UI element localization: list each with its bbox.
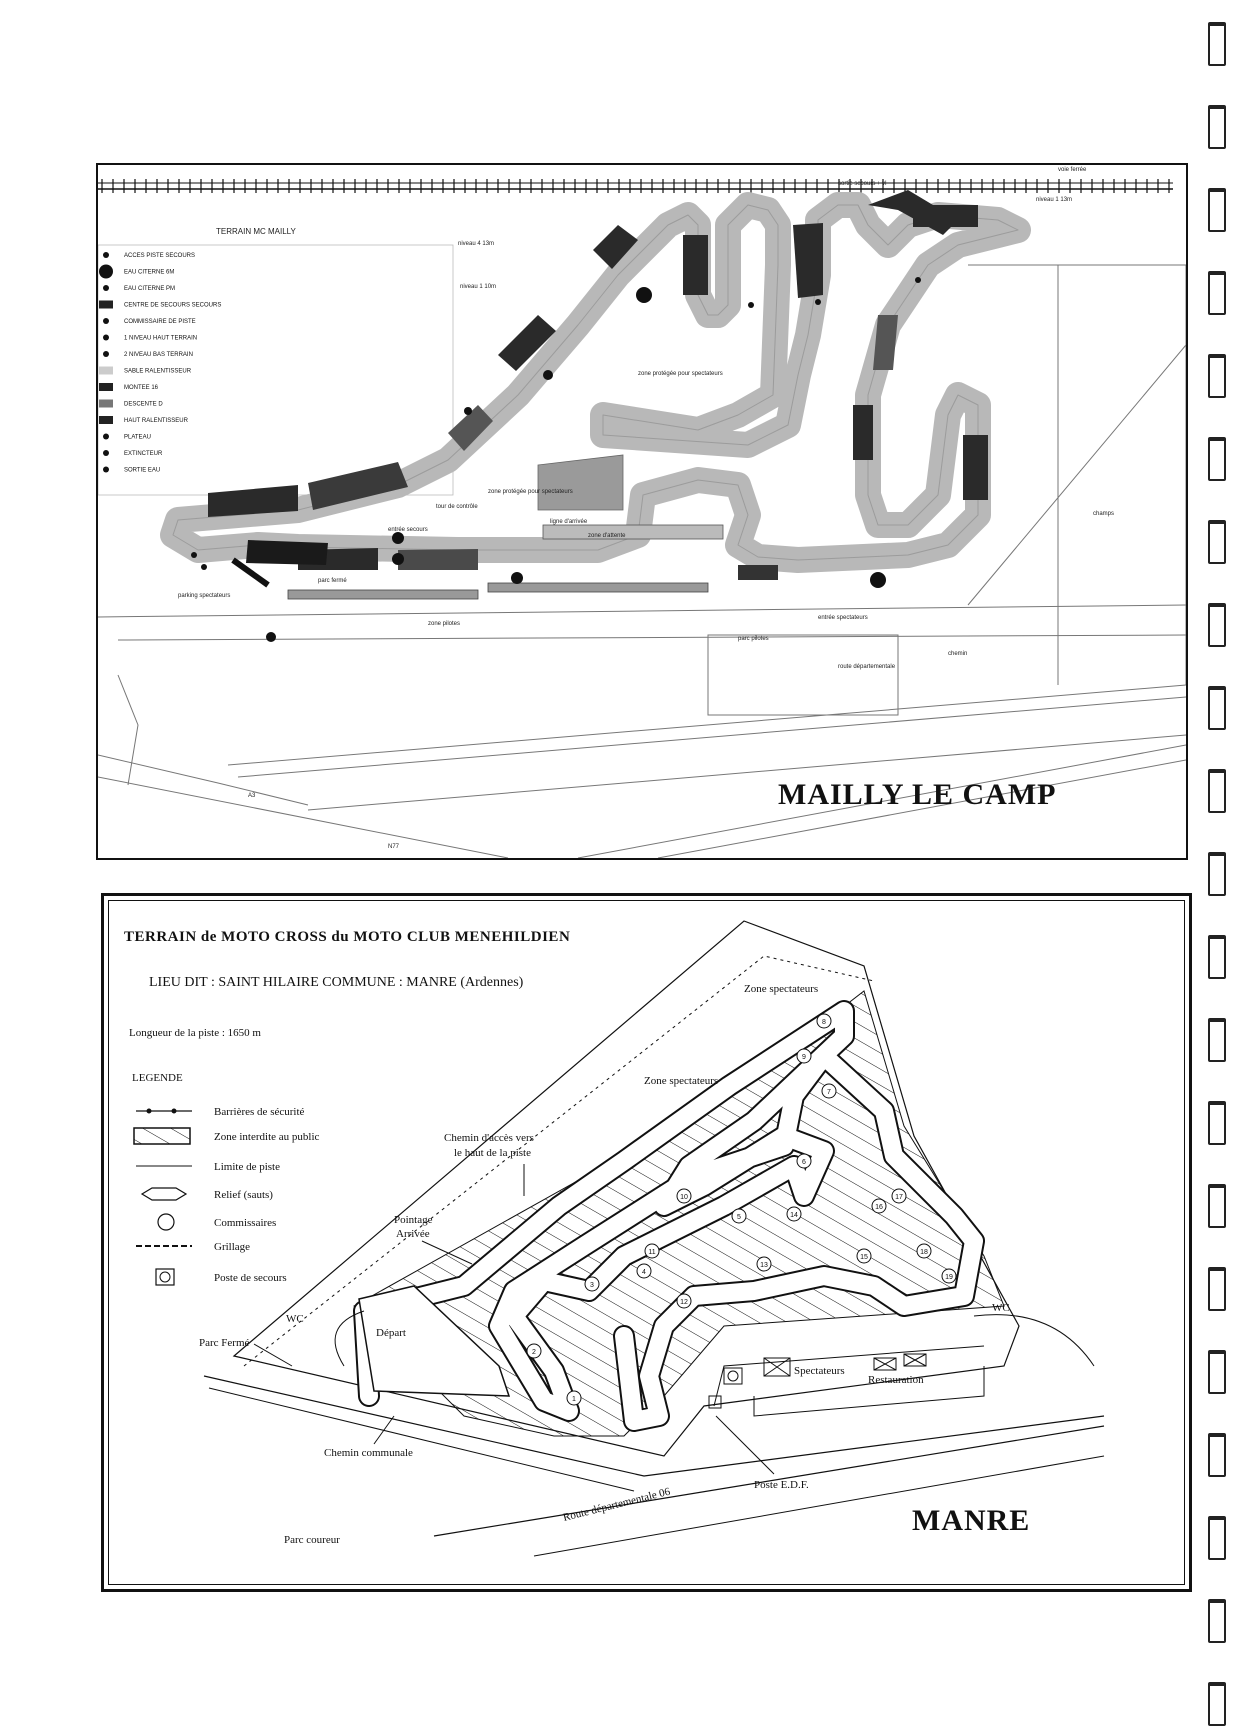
manre-map-panel <box>101 893 1192 1592</box>
binder-hole <box>1208 686 1226 730</box>
label-niveau-a: niveau 4 13m <box>458 241 495 247</box>
legend-symbol-icon <box>103 318 109 324</box>
legend-item-label: ACCES PISTE SECOURS <box>124 253 196 259</box>
legend-symbol-icon <box>103 351 109 357</box>
binder-hole <box>1208 935 1226 979</box>
legend-item-label: 2 NIVEAU BAS TERRAIN <box>124 352 193 358</box>
commissaire-number: 13 <box>760 1262 768 1269</box>
label-wc-left: WC <box>286 1313 304 1325</box>
label-chemin-acces-2: le haut de la piste <box>454 1147 531 1159</box>
label-chemin-communale: Chemin communale <box>324 1447 413 1459</box>
legend-symbol-icon <box>103 285 109 291</box>
manre-legend-label: Poste de secours <box>214 1272 287 1284</box>
commissaire-number: 11 <box>648 1249 656 1256</box>
manre-legend-label: Relief (sauts) <box>214 1189 273 1201</box>
label-wc-right: WC <box>992 1302 1010 1314</box>
label-niveau-c: niveau 1 13m <box>1036 197 1073 203</box>
legend-item-label: EAU CITERNE 6M <box>124 269 175 276</box>
label-tour-controle: tour de contrôle <box>436 504 478 510</box>
mailly-title: MAILLY LE CAMP <box>778 778 1057 811</box>
label-parc-ferme: parc fermé <box>318 578 347 584</box>
manre-legend-label: Barrières de sécurité <box>214 1106 305 1118</box>
binder-hole <box>1208 520 1226 564</box>
legend-swatch <box>99 367 113 375</box>
label-arrivee: Arrivée <box>396 1228 430 1240</box>
binder-hole <box>1208 1433 1226 1477</box>
label-pointage: Pointage <box>394 1214 433 1226</box>
binder-hole <box>1208 1516 1226 1560</box>
legend-swatch <box>99 301 113 309</box>
label-spectateurs: Spectateurs <box>794 1365 845 1377</box>
label-chemin-acces: Chemin d'accès vers <box>444 1132 534 1144</box>
legend-swatch <box>99 400 113 408</box>
label-restauration: Restauration <box>868 1374 924 1386</box>
manre-legend-label: Zone interdite au public <box>214 1131 320 1143</box>
legend-symbol-icon <box>99 265 113 279</box>
commissaire-number: 12 <box>680 1299 688 1306</box>
label-entree-spectateurs: entrée spectateurs <box>818 615 868 621</box>
binder-hole <box>1208 105 1226 149</box>
binder-hole <box>1208 1101 1226 1145</box>
label-zone-public: zone protégée pour spectateurs <box>488 489 573 495</box>
label-parc-pilotes: parc pilotes <box>738 636 769 642</box>
legend-item-label: HAUT RALENTISSEUR <box>124 418 188 424</box>
mailly-track-map <box>98 165 1186 858</box>
legend-item-label: CENTRE DE SECOURS SECOURS <box>124 302 222 309</box>
commissaire-number: 15 <box>860 1254 868 1261</box>
label-parking: parking spectateurs <box>178 593 231 599</box>
binder-hole <box>1208 769 1226 813</box>
manre-legend <box>134 1109 192 1285</box>
label-depart: Départ <box>376 1327 406 1339</box>
railway-line <box>98 179 1173 193</box>
label-route-d: route départementale <box>838 664 896 670</box>
label-n77: N77 <box>388 844 400 850</box>
legend-item-label: PLATEAU <box>124 434 151 441</box>
legend-item-label: DESCENTE D <box>124 401 163 408</box>
map-header: TERRAIN MC MAILLY <box>216 227 296 236</box>
legend-symbol-icon <box>103 434 109 440</box>
commissaire-number: 2 <box>532 1349 536 1356</box>
legend-item-label: 1 NIVEAU HAUT TERRAIN <box>124 335 198 342</box>
label-sortie-secours: sortie secours + vl <box>838 181 887 187</box>
legend-item-label: MONTEE 16 <box>124 385 159 391</box>
start-area <box>233 455 723 599</box>
binder-hole <box>1208 354 1226 398</box>
label-ligne-arrivee: ligne d'arrivée <box>550 519 588 525</box>
label-route-06: Route départementale 06 <box>561 1485 672 1524</box>
label-zone-spectateurs-2: Zone spectateurs <box>644 1075 719 1087</box>
binder-hole <box>1208 1599 1226 1643</box>
track-length: Longueur de la piste : 1650 m <box>129 1027 261 1039</box>
label-zone-pilotes: zone pilotes <box>428 621 461 627</box>
label-entree-secours: entrée secours <box>388 527 428 533</box>
manre-heading-2: LIEU DIT : SAINT HILAIRE COMMUNE : MANRE (Ardennes) <box>149 975 524 990</box>
legend-symbol-icon <box>103 450 109 456</box>
binder-hole <box>1208 188 1226 232</box>
label-niveau-b: niveau 1 10m <box>460 284 497 290</box>
binder-hole <box>1208 603 1226 647</box>
commissaire-number: 9 <box>802 1054 806 1061</box>
binder-hole <box>1208 22 1226 66</box>
commissaire-number: 10 <box>680 1194 688 1201</box>
manre-title: MANRE <box>912 1504 1031 1537</box>
legend-item-label: SABLE RALENTISSEUR <box>124 368 192 375</box>
mailly-legend <box>98 245 453 495</box>
commissaire-number: 17 <box>895 1194 903 1201</box>
commissaire-number: 1 <box>572 1396 576 1403</box>
commissaire-number: 6 <box>802 1159 806 1166</box>
commissaire-number: 7 <box>827 1089 831 1096</box>
label-a3: A3 <box>248 793 256 799</box>
label-poste-edf: Poste E.D.F. <box>754 1479 809 1491</box>
commissaire-number: 4 <box>642 1269 646 1276</box>
label-zone-spectateurs-1: Zone spectateurs <box>744 983 819 995</box>
manre-legend-label: Grillage <box>214 1241 251 1253</box>
label-parc-coureur: Parc coureur <box>284 1534 340 1546</box>
binder-hole <box>1208 437 1226 481</box>
commissaire-number: 8 <box>822 1019 826 1026</box>
legend-symbol-icon <box>103 467 109 473</box>
label-zone-attente: zone d'attente <box>588 533 626 539</box>
label-champs: champs <box>1093 511 1115 517</box>
legend-symbol-icon <box>103 335 109 341</box>
label-parc-ferme: Parc Fermé <box>199 1337 250 1349</box>
commissaire-number: 18 <box>920 1249 928 1256</box>
legend-symbol-icon <box>103 252 109 258</box>
legend-item-label: EAU CITERNE PM <box>124 286 176 292</box>
binder-hole <box>1208 1682 1226 1726</box>
binder-hole <box>1208 1267 1226 1311</box>
legend-swatch <box>99 416 113 424</box>
binder-hole <box>1208 1184 1226 1228</box>
commissaire-number: 3 <box>590 1282 594 1289</box>
label-zone-protegee: zone protégée pour spectateurs <box>638 371 723 377</box>
commissaire-number: 19 <box>945 1274 953 1281</box>
binder-hole <box>1208 271 1226 315</box>
commissaire-number: 14 <box>790 1212 798 1219</box>
legend-item-label: COMMISSAIRE DE PISTE <box>124 319 196 325</box>
manre-legend-label: Commissaires <box>214 1217 277 1229</box>
legend-item-label: SORTIE EAU <box>124 467 161 474</box>
binder-hole <box>1208 1350 1226 1394</box>
binder-hole <box>1208 852 1226 896</box>
manre-heading-1: TERRAIN de MOTO CROSS du MOTO CLUB MENEHILDIEN <box>124 929 571 945</box>
binder-hole <box>1208 1018 1226 1062</box>
label-chemin: chemin <box>948 651 968 657</box>
legend-item-label: EXTINCTEUR <box>124 451 163 457</box>
manre-track-map <box>104 896 1189 1589</box>
legend-title: LEGENDE <box>132 1072 183 1084</box>
commissaire-number: 16 <box>875 1204 883 1211</box>
legend-swatch <box>99 383 113 391</box>
manre-legend-label: Limite de piste <box>214 1161 280 1173</box>
commissaire-number: 5 <box>737 1214 741 1221</box>
label-voie-ferree: voie ferrée <box>1058 167 1087 173</box>
mailly-map-panel <box>96 163 1188 860</box>
